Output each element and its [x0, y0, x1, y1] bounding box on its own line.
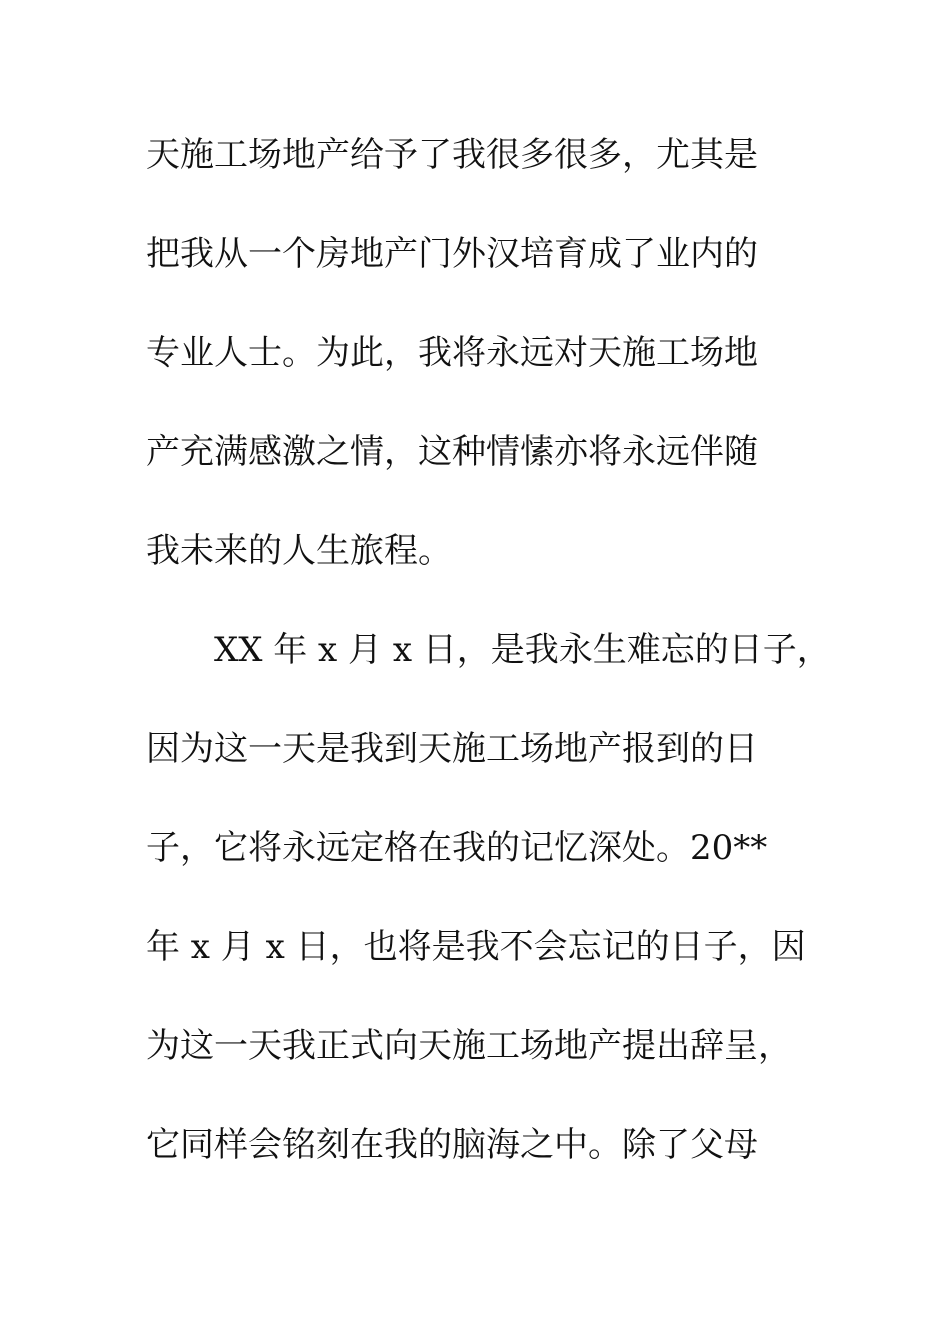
document-body [146, 125, 831, 1214]
text-line: 产充满感激之情，这种情愫亦将永远伴随 [146, 432, 758, 472]
text-line: 天施工场地产给予了我很多很多，尤其是 [146, 135, 758, 175]
paragraph-start-line: XX 年 x 月 x 日，是我永生难忘的日子， [214, 630, 831, 670]
text-line: 把我从一个房地产门外汉培育成了业内的 [146, 234, 758, 274]
text-line: 它同样会铭刻在我的脑海之中。除了父母 [146, 1125, 758, 1165]
text-line: 子，它将永远定格在我的记忆深处。20** [146, 828, 768, 868]
text-line: 因为这一天是我到天施工场地产报到的日 [146, 729, 758, 769]
text-line: 年 x 月 x 日，也将是我不会忘记的日子，因 [146, 927, 806, 967]
text-line: 专业人士。为此，我将永远对天施工场地 [146, 333, 758, 373]
text-line: 为这一天我正式向天施工场地产提出辞呈， [146, 1026, 792, 1066]
text-line: 我未来的人生旅程。 [146, 531, 452, 571]
